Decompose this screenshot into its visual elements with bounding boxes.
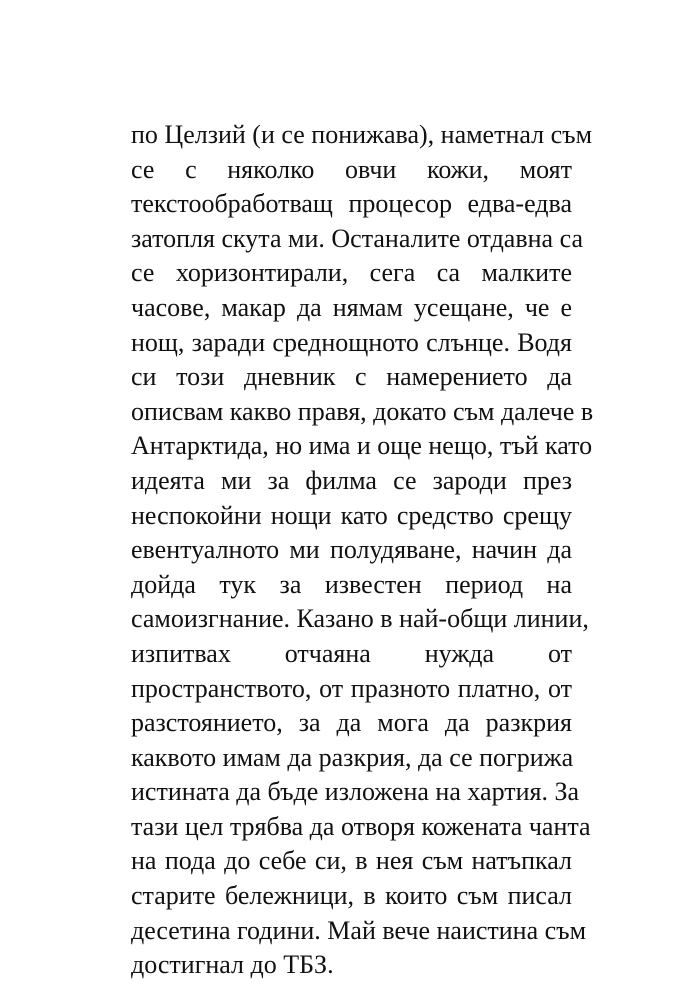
text-line: описвам какво правя, докато съм далече в <box>131 396 594 426</box>
text-line: евентуалното ми полудяване, начин да <box>131 535 572 565</box>
text-line: се хоризонтирали, сега са малките <box>131 258 572 288</box>
body-text <box>131 118 594 983</box>
text-line: достигнал до ТБЗ. <box>131 950 334 980</box>
text-line: дойда тук за известен период на <box>131 569 572 599</box>
text-line: си този дневник с намерението да <box>131 362 572 392</box>
text-line: по Целзий (и се понижава), наметнал съм <box>131 120 593 149</box>
text-line: разстоянието, за да мога да разкрия <box>131 708 572 738</box>
text-line: часове, макар да нямам усещане, че е <box>131 292 572 322</box>
text-line: тази цел трябва да отворя кожената чанта <box>131 811 591 841</box>
text-line: нощ, заради среднощното слънце. Водя <box>131 327 572 357</box>
text-line: на пода до себе си, в нея съм натъпкал <box>131 846 572 876</box>
text-line: самоизгнание. Казано в най-общи линии, <box>131 604 589 634</box>
text-line: каквото имам да разкрия, да се погрижа <box>131 742 574 772</box>
text-line: неспокойни нощи като средство срещу <box>131 500 572 530</box>
text-line: Антарктида, но има и още нещо, тъй като <box>131 431 593 461</box>
text-line: текстообработващ процесор едва-едва <box>131 189 572 219</box>
text-line: пространството, от празното платно, от <box>131 673 572 703</box>
text-line: затопля скута ми. Останалите отдавна са <box>131 223 583 253</box>
text-line: изпитвах отчаяна нужда от <box>131 638 572 668</box>
text-line: идеята ми за филма се зароди през <box>131 465 572 495</box>
text-line: се с няколко овчи кожи, моят <box>131 154 572 184</box>
text-line: десетина години. Май вече наистина съм <box>131 915 587 945</box>
text-line: истината да бъде изложена на хартия. За <box>131 777 580 807</box>
text-line: старите бележници, в които съм писал <box>131 881 572 911</box>
